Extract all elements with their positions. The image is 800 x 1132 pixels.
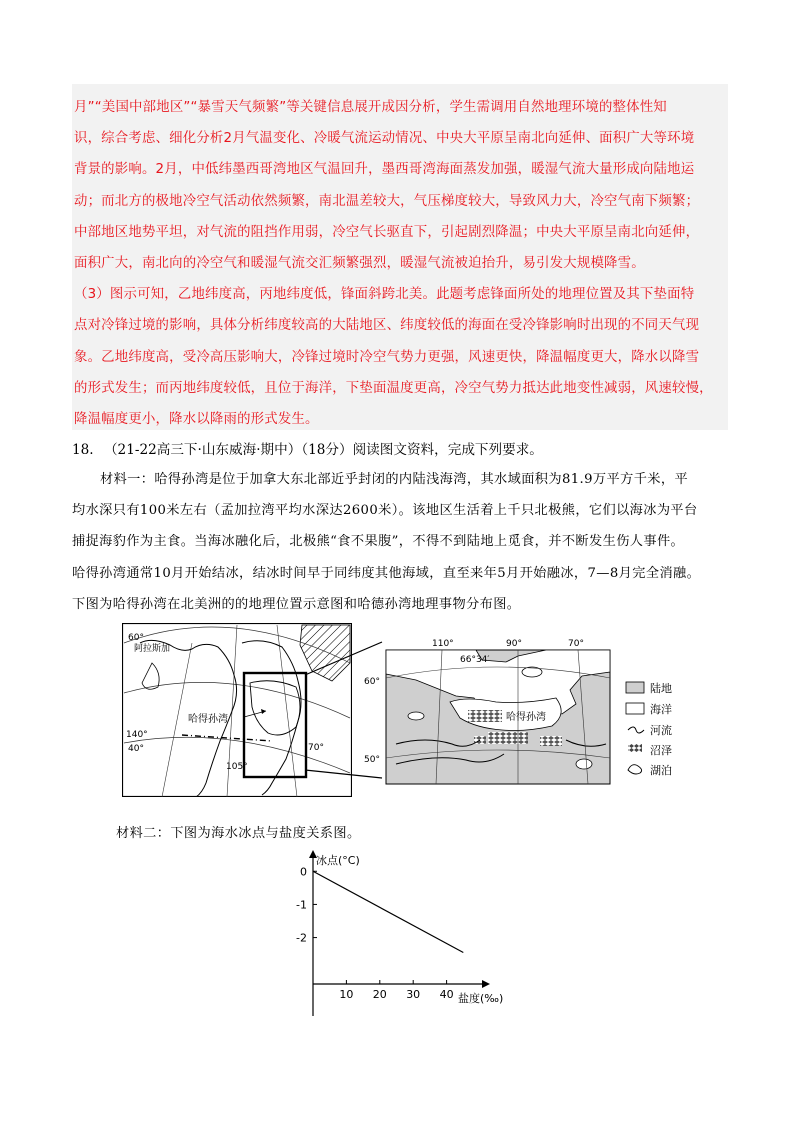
legend-land-swatch	[626, 682, 644, 693]
chart-y-label: 冰点(°C)	[316, 854, 360, 867]
left-lat-60: 60°	[128, 633, 144, 643]
answer-line: 中部地区地势平坦，对气流的阻挡作用弱，冷空气长驱直下，引起剧烈降温；中央大平原呈南北向延伸，	[74, 224, 700, 240]
answer-line: 动；而北方的极地冷空气活动依然频繁，南北温差较大，气压梯度较大，导致风力大，冷空气南下频繁；	[74, 193, 700, 209]
legend-lake: 湖泊	[650, 764, 672, 777]
y-tick-label: -1	[296, 898, 307, 912]
x-tick-label: 20	[372, 988, 387, 1001]
x-axis-arrow	[482, 980, 490, 988]
legend-river: 河流	[650, 724, 672, 737]
legend-marsh-icon	[628, 744, 642, 752]
y-tick-label: -2	[296, 931, 307, 945]
left-lon-70: 70°	[308, 743, 324, 753]
material-1-line: 下图为哈得孙湾在北美洲的的地理位置示意图和哈德孙湾地理事物分布图。	[72, 596, 521, 612]
series-line	[313, 871, 463, 952]
arctic-circle-label: 66°34′	[460, 655, 490, 665]
y-tick-label: 0	[300, 865, 307, 879]
question-number: 18.	[72, 442, 94, 458]
legend-sea: 海洋	[650, 703, 672, 716]
legend-marsh: 沼泽	[650, 744, 672, 757]
answer-line: 的形式发生；而丙地纬度较低，且位于海洋，下垫面温度更高，冷空气势力抵达此地变性减弱，风速较慢，	[74, 380, 713, 396]
right-lon-90: 90°	[506, 639, 522, 649]
answer-line: 月”“美国中部地区”“暴雪天气频繁”等关键信息展开成因分析，学生需调用自然地理环境的整体性知	[74, 100, 667, 115]
left-lon-105: 105°	[226, 762, 248, 772]
legend-lake-icon	[628, 765, 642, 774]
answer-line: （3）图示可知，乙地纬度高，丙地纬度低，锋面斜跨北美。此题考虑锋面所处的地理位置及其下垫面特	[74, 287, 695, 303]
answer-block	[72, 84, 728, 430]
answer-line: 背景的影响。2月，中低纬墨西哥湾地区气温回升，墨西哥湾海面蒸发加强，暖湿气流大量形成向陆地运	[74, 162, 695, 178]
right-lat-60: 60°	[364, 677, 380, 687]
legend-land: 陆地	[650, 682, 672, 695]
hudson-label-left: 哈得孙湾	[188, 714, 228, 725]
legend-sea-swatch	[626, 703, 644, 714]
material-1-line: 材料一：哈得孙湾是位于加拿大东北部近乎封闭的内陆浅海湾，其水域面积为81.9万平方千米，平	[100, 472, 689, 487]
material-1-line: 哈得孙湾通常10月开始结冰，结冰时间早于同纬度其他海域，直至来年5月开始融冰，7—8月完全消融。	[72, 565, 701, 581]
hudson-label-right: 哈得孙湾	[506, 712, 546, 723]
x-tick-label: 30	[406, 988, 421, 1001]
legend-river-icon	[628, 727, 644, 733]
freezing-point-chart	[280, 844, 520, 1024]
answer-line: 点对冷锋过境的影响，具体分析纬度较高的大陆地区、纬度较低的海面在受冷锋影响时出现的不同天气现	[74, 318, 700, 334]
answer-line: 识，综合考虑、细化分析2月气温变化、冷暖气流运动情况、中央大平原呈南北向延伸、面积广大等环境	[74, 131, 695, 147]
answer-line: 面积广大，南北向的冷空气和暖湿气流交汇频繁强烈，暖湿气流被迫抬升，易引发大规模降雪。	[74, 256, 645, 271]
chart-x-label: 盐度(‰)	[458, 992, 504, 1005]
material-1-line: 均水深只有100米左右（孟加拉湾平均水深达2600米）。该地区生活着上千只北极熊，它们以海冰为平台	[72, 503, 698, 519]
material-2: 材料二：下图为海水冰点与盐度关系图。	[116, 826, 361, 841]
map-legend	[624, 680, 704, 780]
x-tick-label: 10	[339, 988, 354, 1001]
right-lon-110: 110°	[432, 639, 454, 649]
detail-map	[356, 632, 618, 788]
left-lon-140: 140°	[126, 730, 148, 740]
alaska-label: 阿拉斯加	[134, 644, 171, 654]
right-lon-70: 70°	[568, 639, 584, 649]
answer-line: 象。乙地纬度高，受冷高压影响大，冷锋过境时冷空气势力更强，风速更快，降温幅度更大，降水以降雪	[74, 349, 700, 365]
material-1-line: 捕捉海豹作为主食。当海冰融化后，北极熊“食不果腹”，不得不到陆地上觅食，并不断发生伤人事件。	[72, 534, 685, 550]
question-header	[72, 438, 543, 458]
left-lat-40: 40°	[128, 744, 144, 754]
x-tick-label: 40	[439, 988, 454, 1001]
right-lat-50: 50°	[364, 755, 380, 765]
answer-line: 降温幅度更小，降水以降雨的形式发生。	[74, 412, 319, 427]
question-source: （21-22高三下·山东威海·期中）（18分）阅读图文资料，完成下列要求。	[103, 442, 543, 458]
